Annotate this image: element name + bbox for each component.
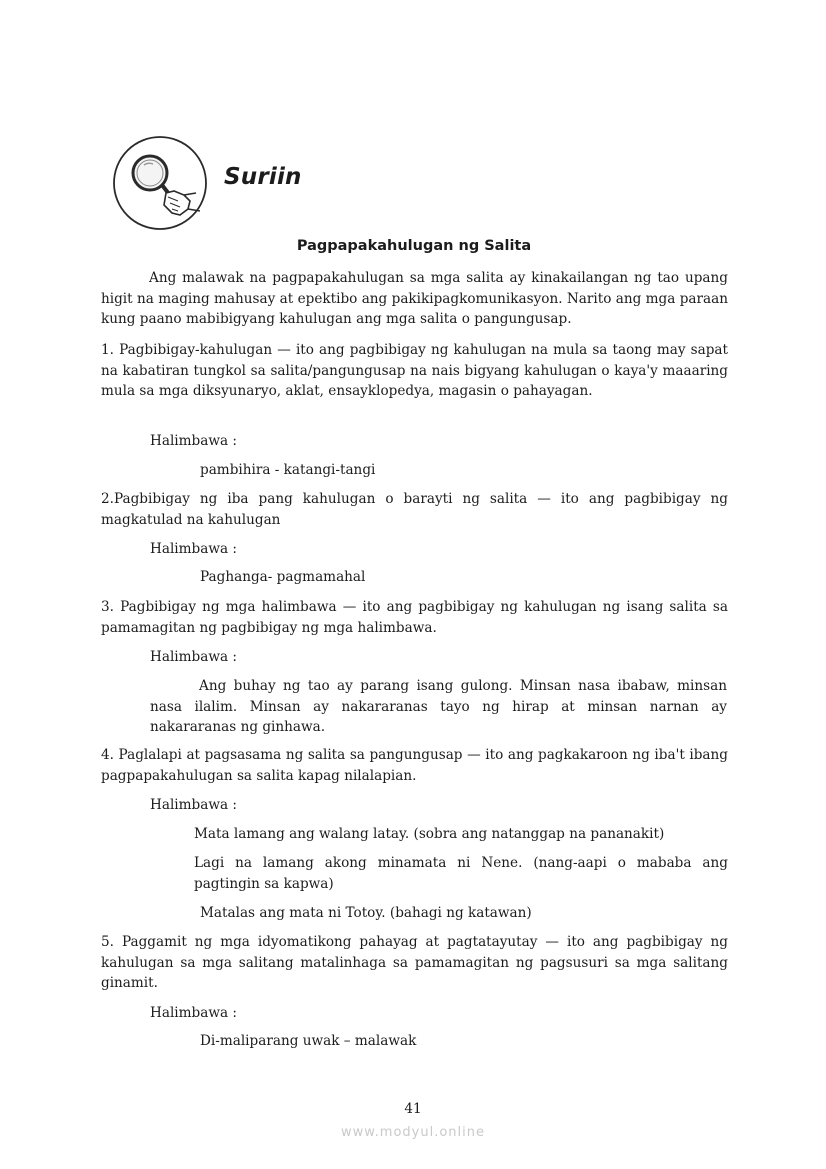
method-1-example-label: Halimbawa : <box>150 433 237 449</box>
intro-paragraph: Ang malawak na pagpapakahulugan sa mga salita ay kinakailangan ng tao upang higit na maging mahusay at epektibo ang pakikipagkomunikasyon. Narito ang mga paraan kung paano mabibigyang kahulugan ang mga salita o pangungusap. <box>101 270 728 328</box>
page-title: Pagpapakahulugan ng Salita <box>296 238 532 254</box>
method-5-example: Di-maliparang uwak – malawak <box>200 1033 417 1049</box>
magnifying-glass-hand-icon <box>112 135 208 231</box>
method-2-example-label: Halimbawa : <box>150 541 237 557</box>
method-1-text: 1. Pagbibigay-kahulugan — ito ang pagbibigay ng kahulugan na mula sa taong may sapat na kabatiran tungkol sa salita/pangungusap na nais bigyang kahulugan o kaya'y maaaring mula sa mga diksyunaryo, aklat, ensayklopedya, magasin o pahayagan. <box>101 342 728 400</box>
method-3-text: 3. Pagbibigay ng mga halimbawa — ito ang pagbibigay ng kahulugan ng isang salita sa pamamagitan ng pagbibigay ng mga halimbawa. <box>101 599 728 636</box>
method-1-example: pambihira - katangi-tangi <box>200 462 376 478</box>
method-3-example-label: Halimbawa : <box>150 649 237 665</box>
section-heading: Suriin <box>224 164 302 190</box>
method-5-example-label: Halimbawa : <box>150 1005 237 1021</box>
method-2-example: Paghanga- pagmamahal <box>200 569 366 585</box>
watermark: www.modyul.online <box>340 1125 486 1140</box>
method-5-text: 5. Paggamit ng mga idyomatikong pahayag at pagtatayutay — ito ang pagbibigay ng kahulugan sa mga salitang matalinhaga sa pamamagitan ng pagsusuri sa mga salitang ginamit. <box>101 934 728 992</box>
method-2-text: 2.Pagbibigay ng iba pang kahulugan o barayti ng salita — ito ang pagbibigay ng magkatulad na kahulugan <box>101 491 728 528</box>
page-number: 41 <box>404 1101 422 1117</box>
method-4-example-2: Lagi na lamang akong minamata ni Nene. (nang-aapi o mababa ang pagtingin sa kapwa) <box>194 855 728 892</box>
method-3-example: Ang buhay ng tao ay parang isang gulong. Minsan nasa ibabaw, minsan nasa ilalim. Minsan ay nakararanas tayo ng hirap at minsan narnan ay nakararanas ng ginhawa. <box>150 678 727 736</box>
method-4-example-label: Halimbawa : <box>150 797 237 813</box>
method-4-text: 4. Paglalapi at pagsasama ng salita sa pangungusap — ito ang pagkakaroon ng iba't ibang pagpapakahulugan sa salita kapag nilalapian. <box>101 747 728 784</box>
method-4-example-3: Matalas ang mata ni Totoy. (bahagi ng katawan) <box>200 905 532 921</box>
method-4-example-1: Mata lamang ang walang latay. (sobra ang natanggap na pananakit) <box>194 826 665 842</box>
